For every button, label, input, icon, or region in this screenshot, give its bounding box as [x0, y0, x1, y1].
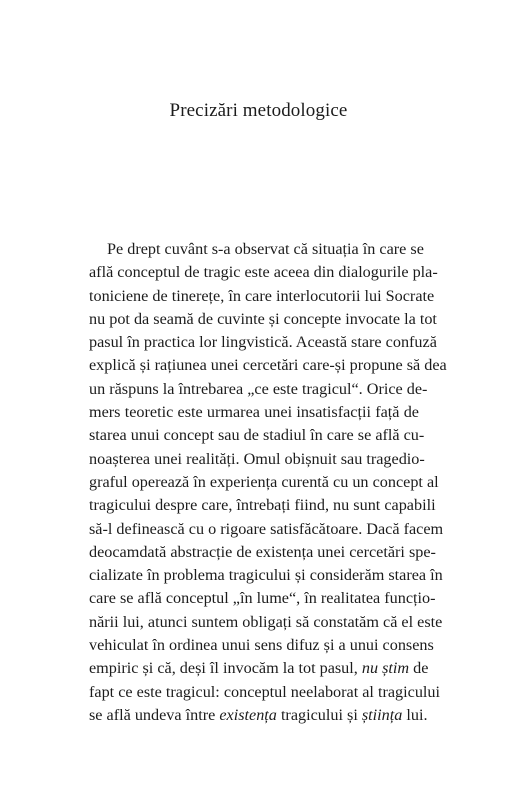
- line-text: de: [409, 659, 429, 678]
- chapter-title: Precizări metodologice: [169, 100, 348, 121]
- paragraph-line: toniciene de tinerețe, în care interlocutorii lui Socrate: [89, 286, 435, 305]
- paragraph-line: află conceptul de tragic este aceea din dialogurile pla-: [89, 263, 438, 282]
- paragraph-line: graful operează în experiența curentă cu un concept al: [89, 472, 439, 491]
- paragraph-line: fapt ce este tragicul: conceptul neelaborat al tragicului: [89, 682, 441, 701]
- emphasis-text: nu știm: [361, 659, 410, 678]
- line-text: se află undeva între: [89, 705, 220, 724]
- paragraph-line: [89, 657, 429, 680]
- paragraph-line: un răspuns la întrebarea „ce este tragicul“. Orice de-: [89, 379, 428, 398]
- paragraph-line: pasul în practica lor lingvistică. Această stare confuză: [89, 333, 437, 352]
- paragraph-line: explică și rațiunea unei cercetări care-și propune să dea: [89, 356, 447, 375]
- paragraph-line: vehiculat în ordinea unui sens difuz și a unui consens: [89, 636, 434, 655]
- paragraph-line: nu pot da seamă de cuvinte și concepte invocate la tot: [89, 309, 437, 328]
- line-text: lui.: [402, 705, 428, 724]
- paragraph-line: nării lui, atunci suntem obligați să constatăm că el este: [89, 612, 443, 631]
- emphasis-text: existența: [219, 705, 277, 724]
- paragraph-line: [89, 704, 428, 727]
- paragraph-line: Pe drept cuvânt s-a observat că situația în care se: [107, 240, 424, 258]
- paragraph-line: noașterea unei realități. Omul obișnuit sau tragedio-: [89, 449, 425, 468]
- paragraph-line: deocamdată abstracție de existența unei cercetări spe-: [89, 542, 436, 561]
- body-paragraph: [89, 238, 447, 727]
- paragraph-line: mers teoretic este urmarea unei insatisfacții față de: [89, 403, 419, 422]
- paragraph-line: tragicului despre care, întrebați fiind, nu sunt capabili: [89, 496, 436, 515]
- line-text: tragicului și: [276, 705, 362, 724]
- line-text: empiric și că, deși îl invocăm la tot pasul,: [89, 659, 362, 678]
- paragraph-line: să-l definească cu o rigoare satisfăcătoare. Dacă facem: [89, 519, 444, 538]
- paragraph-line: starea unui concept sau de stadiul în care se află cu-: [89, 426, 425, 445]
- emphasis-text: știința: [361, 705, 403, 724]
- paragraph-line: cializate în problema tragicului și considerăm starea în: [89, 566, 443, 585]
- paragraph-line: care se află conceptul „în lume“, în realitatea funcțio-: [89, 589, 436, 608]
